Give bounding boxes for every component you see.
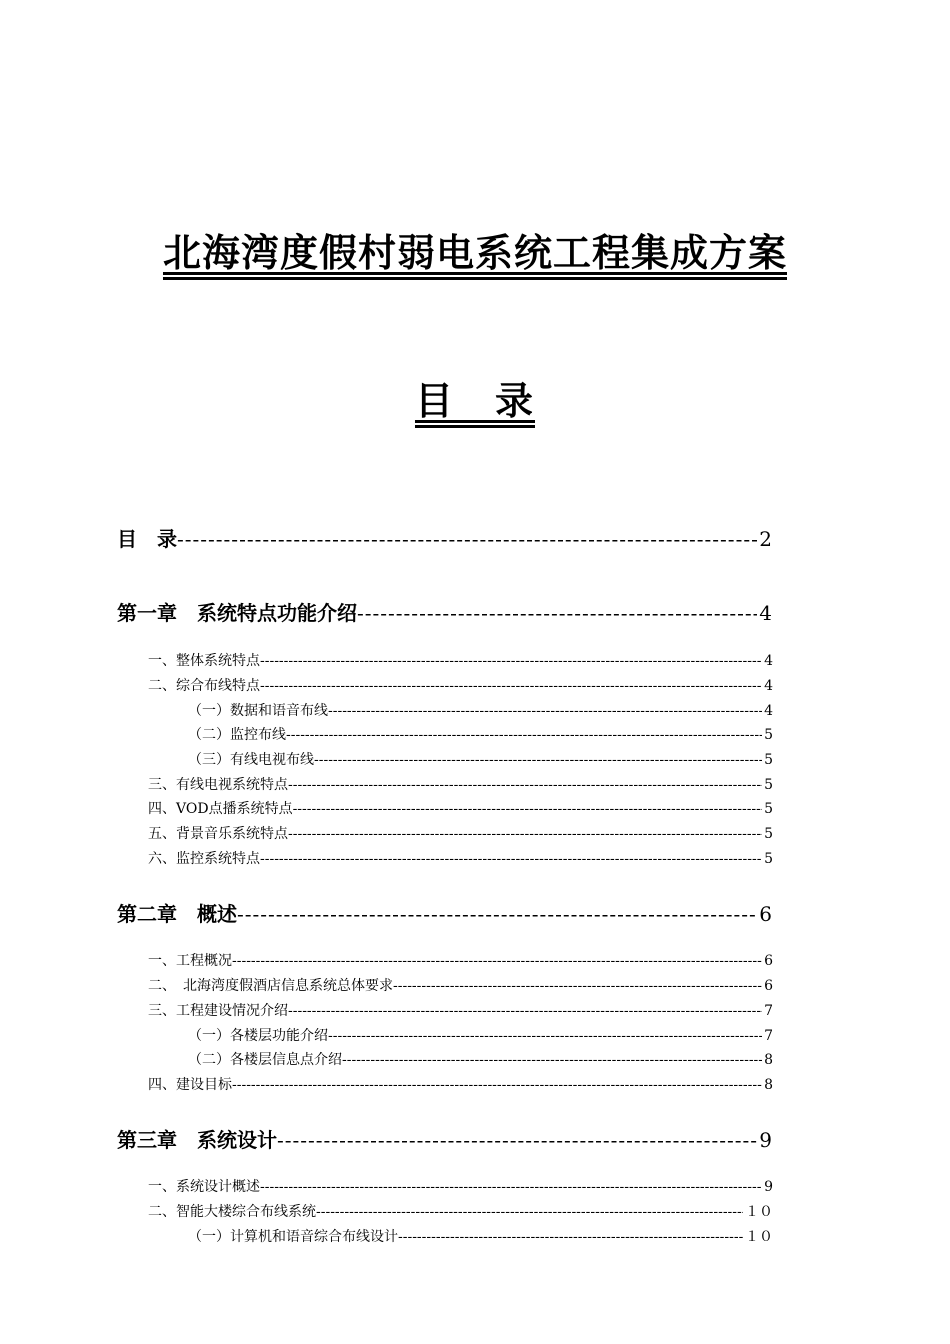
leader-dots [237,902,757,926]
toc-entry-page: 5 [764,801,773,817]
leader-dots [288,826,762,842]
leader-dots [232,1077,762,1093]
toc-entry-page: 2 [759,527,772,551]
toc-entry-label: 二、综合布线特点 [148,678,260,694]
toc-entry[interactable] [117,1124,772,1153]
toc-entry-page: 4 [764,703,773,719]
toc-entry-label: （一）数据和语音布线 [188,703,328,719]
toc-entry[interactable] [148,650,773,670]
toc-entry-page: 9 [759,1128,772,1152]
leader-dots [342,1052,762,1068]
toc-entry[interactable] [188,1049,773,1069]
toc-entry[interactable] [188,1226,773,1246]
leader-dots [393,978,762,994]
toc-entry[interactable] [148,975,773,995]
toc-entry-label: 六、监控系统特点 [148,851,260,867]
toc-entry-page: 5 [764,727,773,743]
leader-dots [328,1028,762,1044]
toc-entry-page: １０ [745,1204,773,1220]
toc-entry[interactable] [148,1074,773,1094]
toc-entry[interactable] [148,798,773,818]
leader-dots [286,727,762,743]
toc-entry[interactable] [117,523,772,552]
toc-entry-label: 二、智能大楼综合布线系统 [148,1204,316,1220]
toc-entry-page: １０ [745,1229,773,1245]
toc-entry-label: 一、整体系统特点 [148,653,260,669]
toc-entry-label: （二）各楼层信息点介绍 [188,1052,342,1068]
toc-entry-page: 6 [759,902,772,926]
toc-entry[interactable] [188,749,773,769]
toc-entry-label: （一）各楼层功能介绍 [188,1028,328,1044]
toc-entry-label: （一）计算机和语音综合布线设计 [188,1229,398,1245]
toc-entry-label: （二）监控布线 [188,727,286,743]
document-title: 北海湾度假村弱电系统工程集成方案 [162,230,787,275]
toc-heading: 目 录 [414,378,535,423]
leader-dots [288,777,762,793]
toc-entry-page: 5 [764,826,773,842]
toc-entry-label: （三）有线电视布线 [188,752,314,768]
toc-entry-page: 6 [764,953,773,969]
leader-dots [260,1179,762,1195]
leader-dots [314,752,762,768]
toc-entry-page: 8 [764,1077,773,1093]
toc-entry[interactable] [188,1025,773,1045]
toc-entry-label: 一、工程概况 [148,953,232,969]
toc-entry[interactable] [188,724,773,744]
toc-entry[interactable] [148,675,773,695]
toc-entry-label: 第二章 概述 [117,902,237,926]
toc-entry-page: 6 [764,978,773,994]
toc-entry-page: 8 [764,1052,773,1068]
toc-entry-label: 第一章 系统特点功能介绍 [117,601,357,625]
toc-entry[interactable] [148,1000,773,1020]
toc-entry-label: 目 录 [117,527,177,551]
toc-entry-page: 5 [764,752,773,768]
toc-entry[interactable] [117,898,772,927]
toc-entry-page: 7 [764,1003,773,1019]
toc-entry[interactable] [188,700,773,720]
toc-entry[interactable] [148,848,773,868]
toc-entry-label: 二、 北海湾度假酒店信息系统总体要求 [148,978,393,994]
toc-entry-label: 三、工程建设情况介绍 [148,1003,288,1019]
toc-entry-page: 7 [764,1028,773,1044]
leader-dots [357,601,757,625]
toc-entry-page: 4 [764,678,773,694]
toc-entry-label: 五、背景音乐系统特点 [148,826,288,842]
toc-entry-page: 5 [764,851,773,867]
leader-dots [260,653,762,669]
leader-dots [277,1128,757,1152]
leader-dots [260,851,762,867]
toc-entry-label: 三、有线电视系统特点 [148,777,288,793]
leader-dots [328,703,762,719]
toc-entry[interactable] [148,1176,773,1196]
toc-entry[interactable] [148,950,773,970]
leader-dots [232,953,762,969]
toc-entry-label: 四、建设目标 [148,1077,232,1093]
leader-dots [177,527,757,551]
leader-dots [260,678,762,694]
toc-entry-page: 9 [764,1179,773,1195]
leader-dots [316,1204,743,1220]
leader-dots [293,801,763,817]
toc-entry-page: 4 [759,601,772,625]
toc-entry-page: 4 [764,653,773,669]
toc-entry[interactable] [117,597,772,626]
toc-entry[interactable] [148,1201,773,1221]
toc-entry[interactable] [148,774,773,794]
toc-entry-page: 5 [764,777,773,793]
leader-dots [288,1003,762,1019]
toc-entry-label: 四、VOD点播系统特点 [148,801,293,817]
toc-entry[interactable] [148,823,773,843]
toc-entry-label: 第三章 系统设计 [117,1128,277,1152]
toc-entry-label: 一、系统设计概述 [148,1179,260,1195]
leader-dots [398,1229,743,1245]
